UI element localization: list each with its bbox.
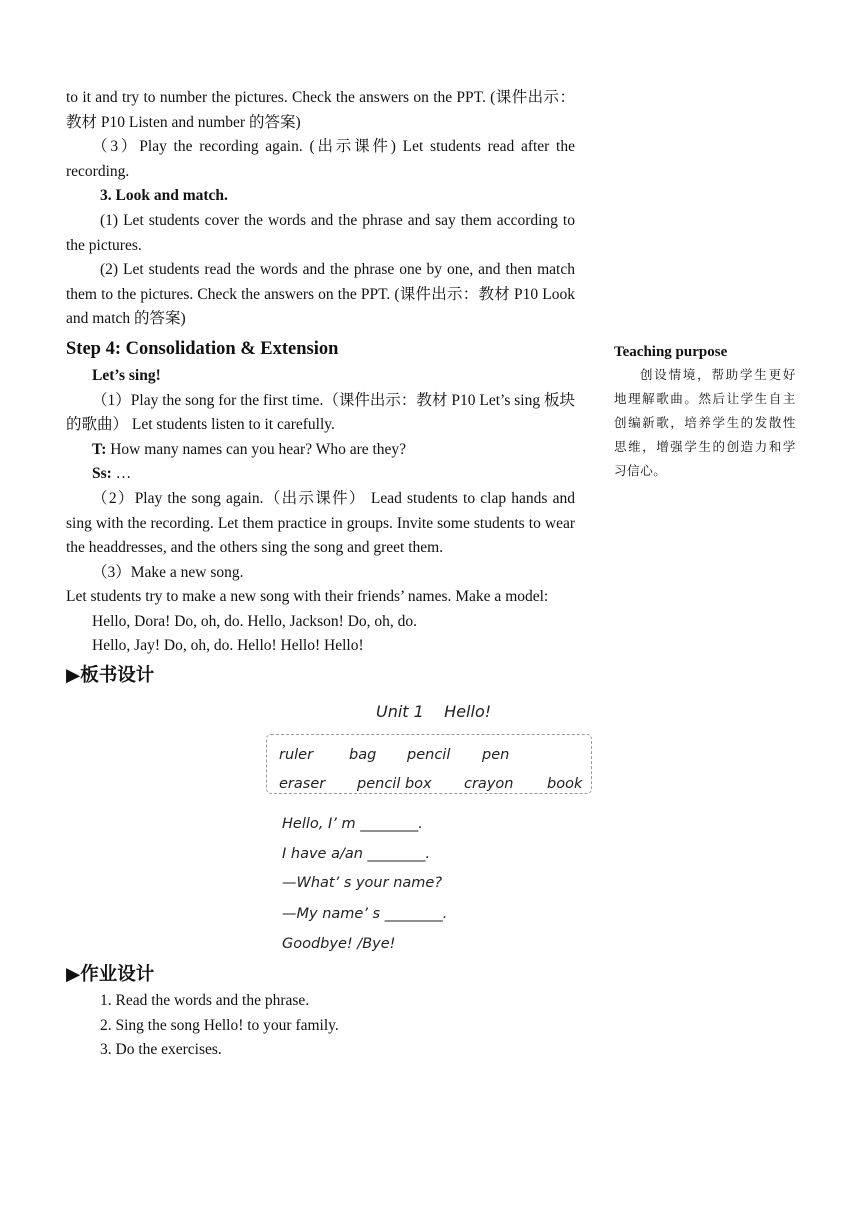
new-song-paragraph: （3）Make a new song. bbox=[92, 563, 244, 581]
listen-number-paragraph: to it and try to number the pictures. Check the answers on the PPT. (课件出示：教材 P10 Listen and number 的答案) bbox=[66, 89, 575, 131]
song-line-1: Hello, Dora! Do, oh, do. Hello, Jackson! Do, oh, do. bbox=[92, 612, 418, 630]
homework-list bbox=[66, 989, 575, 1063]
board-sentence: —My name’ s ________. bbox=[282, 906, 448, 923]
teacher-line bbox=[66, 438, 575, 463]
blackboard-design bbox=[66, 696, 583, 958]
make-model-paragraph: Let students try to make a new song with their friends’ names. Make a model: bbox=[66, 588, 549, 606]
homework-item: 2. Sing the song Hello! to your family. bbox=[100, 1016, 339, 1034]
lesson-body bbox=[66, 86, 583, 1063]
board-title: Unit 1 Hello! bbox=[376, 702, 492, 722]
board-word: eraser bbox=[279, 776, 326, 793]
board-word: pencil box bbox=[357, 776, 432, 793]
homework-heading: ▶作业设计 bbox=[66, 965, 155, 986]
board-word: pencil bbox=[407, 747, 451, 764]
students-answer: … bbox=[111, 465, 132, 483]
play-song-paragraph: （1）Play the song for the first time.（课件出示：教材 P10 Let’s sing 板块的歌曲） Let students listen to it carefully. bbox=[66, 391, 575, 434]
teaching-purpose-heading: Teaching purpose bbox=[614, 344, 728, 360]
students-line bbox=[66, 462, 575, 487]
teaching-purpose-note bbox=[614, 341, 796, 483]
board-word: pen bbox=[482, 747, 510, 764]
students-label: Ss: bbox=[92, 465, 112, 483]
step4-heading: Step 4: Consolidation & Extension bbox=[66, 338, 339, 359]
board-sentence: —What’ s your name? bbox=[282, 875, 443, 892]
board-word: book bbox=[547, 776, 583, 793]
board-sentence: Goodbye! /Bye! bbox=[282, 936, 396, 953]
play-again-paragraph: （3）Play the recording again. (出示课件) Let students read after the recording. bbox=[66, 138, 575, 180]
play-song-again-paragraph: （2）Play the song again.（出示课件） Lead students to clap hands and sing with the recording. Let them practice in groups. Invite some students to wear the headdresses, and the others sing the song and greet them. bbox=[66, 489, 575, 557]
board-word: bag bbox=[349, 747, 377, 764]
song-line-2: Hello, Jay! Do, oh, do. Hello! Hello! Hello! bbox=[92, 637, 364, 655]
homework-item: 1. Read the words and the phrase. bbox=[100, 992, 310, 1010]
cover-words-paragraph: (1) Let students cover the words and the phrase and say them according to the pictures. bbox=[66, 211, 575, 254]
homework-item: 3. Do the exercises. bbox=[100, 1041, 222, 1059]
read-match-paragraph: (2) Let students read the words and the phrase one by one, and then match them to the pictures. Check the answers on the PPT. (课件出示：教材 P10 Look and match 的答案) bbox=[66, 261, 575, 328]
board-design-heading: ▶板书设计 bbox=[66, 666, 155, 687]
look-match-heading: 3. Look and match. bbox=[100, 187, 228, 205]
teacher-label: T: bbox=[92, 440, 107, 458]
board-word: ruler bbox=[279, 747, 314, 764]
board-sentence: I have a/an ________. bbox=[282, 846, 431, 863]
teacher-question: How many names can you hear? Who are they? bbox=[106, 440, 407, 458]
board-word: crayon bbox=[464, 776, 514, 793]
lets-sing-heading: Let’s sing! bbox=[92, 366, 161, 384]
teaching-purpose-text: 创设情境，帮助学生更好地理解歌曲。然后让学生自主创编新歌，培养学生的发散性思维，增强学生的创造力和学习信心。 bbox=[614, 367, 796, 478]
board-sentence: Hello, I’ m ________. bbox=[282, 816, 423, 833]
